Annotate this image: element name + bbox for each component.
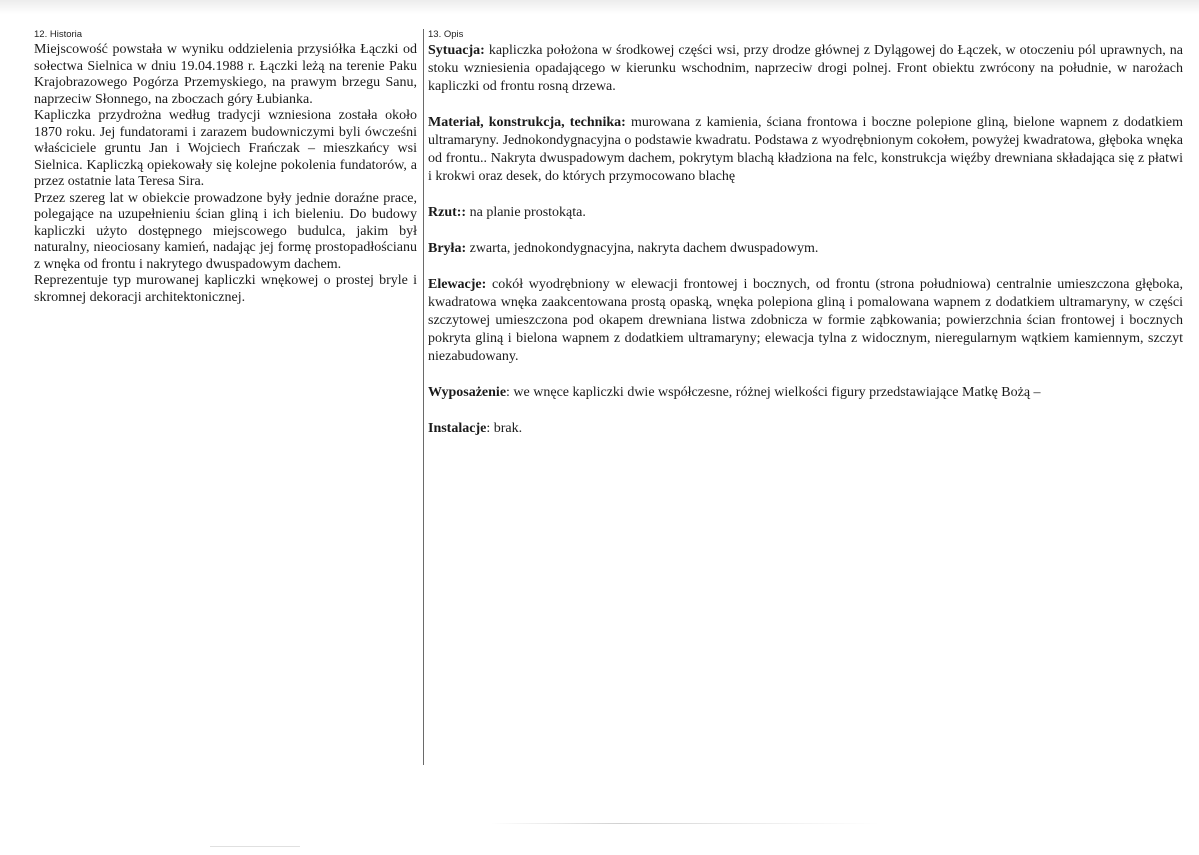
scan-artifact bbox=[490, 823, 880, 824]
description-label: 13. Opis bbox=[428, 29, 464, 40]
section-text: kapliczka położona w środkowej części wsi, przy drodze głównej z Dylągowej do Łączek, w otoczeniu pól uprawnych, na stoku wzniesienia opadającego w kierunku wschodnim, naprzeciw drogi polnej. Front obiektu zwrócony na południe, w narożach kapliczki od frontu rosną drzewa. bbox=[428, 43, 1183, 94]
section-text: na planie prostokąta. bbox=[466, 205, 586, 220]
description-column bbox=[428, 29, 1183, 438]
section-text: : we wnęce kapliczki dwie współczesne, różnej wielkości figury przedstawiające Matkę Bożą – bbox=[506, 385, 1041, 400]
section-furnishing bbox=[428, 384, 1183, 402]
history-paragraph: Przez szereg lat w obiekcie prowadzone były jednie doraźne prace, polegające na uzupełnieniu ścian gliną i ich bieleniu. Do budowy kapliczki użyto dostępnego miejscowego budulca, jakim był naturalny, nieociosany kamień, nadając jej formę prostopadłościanu z wnęka od frontu i nakrytego dwuspadowym dachem. bbox=[34, 190, 417, 272]
section-elevations bbox=[428, 276, 1183, 366]
column-divider bbox=[423, 29, 424, 765]
section-text: : brak. bbox=[486, 421, 523, 436]
spacer bbox=[428, 186, 1183, 204]
section-heading: Wyposażenie bbox=[428, 385, 507, 400]
section-heading: Rzut:: bbox=[428, 205, 467, 220]
spacer bbox=[428, 402, 1183, 420]
spacer bbox=[428, 366, 1183, 384]
section-text: murowana z kamienia, ściana frontowa i boczne polepione gliną, bielone wapnem z dodatkiem ultramaryny. Jednokondygnacyjna o podstawie kwadratu. Podstawa z wyodrębnionym cokołem, powyżej kwadratowa, głęboka wnęka od frontu.. Nakryta dwuspadowym dachem, pokrytym blachą kładziona na felc, konstrukcja więźby drewniana składająca się z płatwi i krokwi oraz desek, do których przymocowano blachę bbox=[428, 115, 1183, 184]
section-text: cokół wyodrębniony w elewacji frontowej i bocznych, od frontu (strona południowa) centralnie umieszczona głęboka, kwadratowa wnęka zaakcentowana prostą opaską, wnęka polepiona gliną i pomalowana wapnem z dodatkiem ultramaryny, w części szczytowej umieszczona pod okapem drewniana listwa zdobnicza w formie ząbkowania; powierzchnia ścian frontowej i bocznych pokryta gliną i bielona wapnem z dodatkiem ultramaryny; elewacja tylna z widocznym, nieregularnym wątkiem kamiennym, szczyt niezabudowany. bbox=[428, 277, 1183, 364]
history-paragraph: Kapliczka przydrożna według tradycji wzniesiona została około 1870 roku. Jej fundatorami i zarazem budowniczymi byli ówcześni właściciele gruntu Jan i Wojciech Frańczak – mieszkańcy wsi Sielnica. Kapliczką opiekowały się kolejne pokolenia fundatorów, a przez ostatnie lata Teresa Sira. bbox=[34, 108, 417, 189]
scan-artifact bbox=[210, 846, 300, 847]
scan-shadow bbox=[0, 0, 1199, 14]
section-heading: Materiał, konstrukcja, technika: bbox=[428, 115, 626, 130]
section-material bbox=[428, 114, 1183, 186]
history-paragraph: Reprezentuje typ murowanej kapliczki wnękowej o prostej bryle i skromnej dekoracji architektonicznej. bbox=[34, 273, 417, 305]
history-paragraph: Miejscowość powstała w wyniku oddzielenia przysiółka Łączki od sołectwa Sielnica w dniu 19.04.1988 r. Łączki leżą na terenie Paku Krajobrazowego Pogórza Przemyskiego, na prawym brzegu Sanu, naprzeciw Słonnego, na zboczach góry Łubianka. bbox=[34, 42, 417, 107]
section-installations bbox=[428, 420, 1183, 438]
section-heading: Sytuacja: bbox=[428, 43, 485, 58]
section-heading: Bryła: bbox=[428, 241, 467, 256]
history-label: 12. Historia bbox=[34, 29, 83, 40]
section-plan bbox=[428, 204, 1183, 222]
history-column bbox=[34, 29, 417, 306]
section-heading: Elewacje: bbox=[428, 277, 487, 292]
spacer bbox=[428, 222, 1183, 240]
section-situation bbox=[428, 42, 1183, 96]
section-text: zwarta, jednokondygnacyjna, nakryta dachem dwuspadowym. bbox=[466, 241, 819, 256]
section-body bbox=[428, 240, 1183, 258]
spacer bbox=[428, 96, 1183, 114]
spacer bbox=[428, 258, 1183, 276]
section-heading: Instalacje bbox=[428, 421, 487, 436]
